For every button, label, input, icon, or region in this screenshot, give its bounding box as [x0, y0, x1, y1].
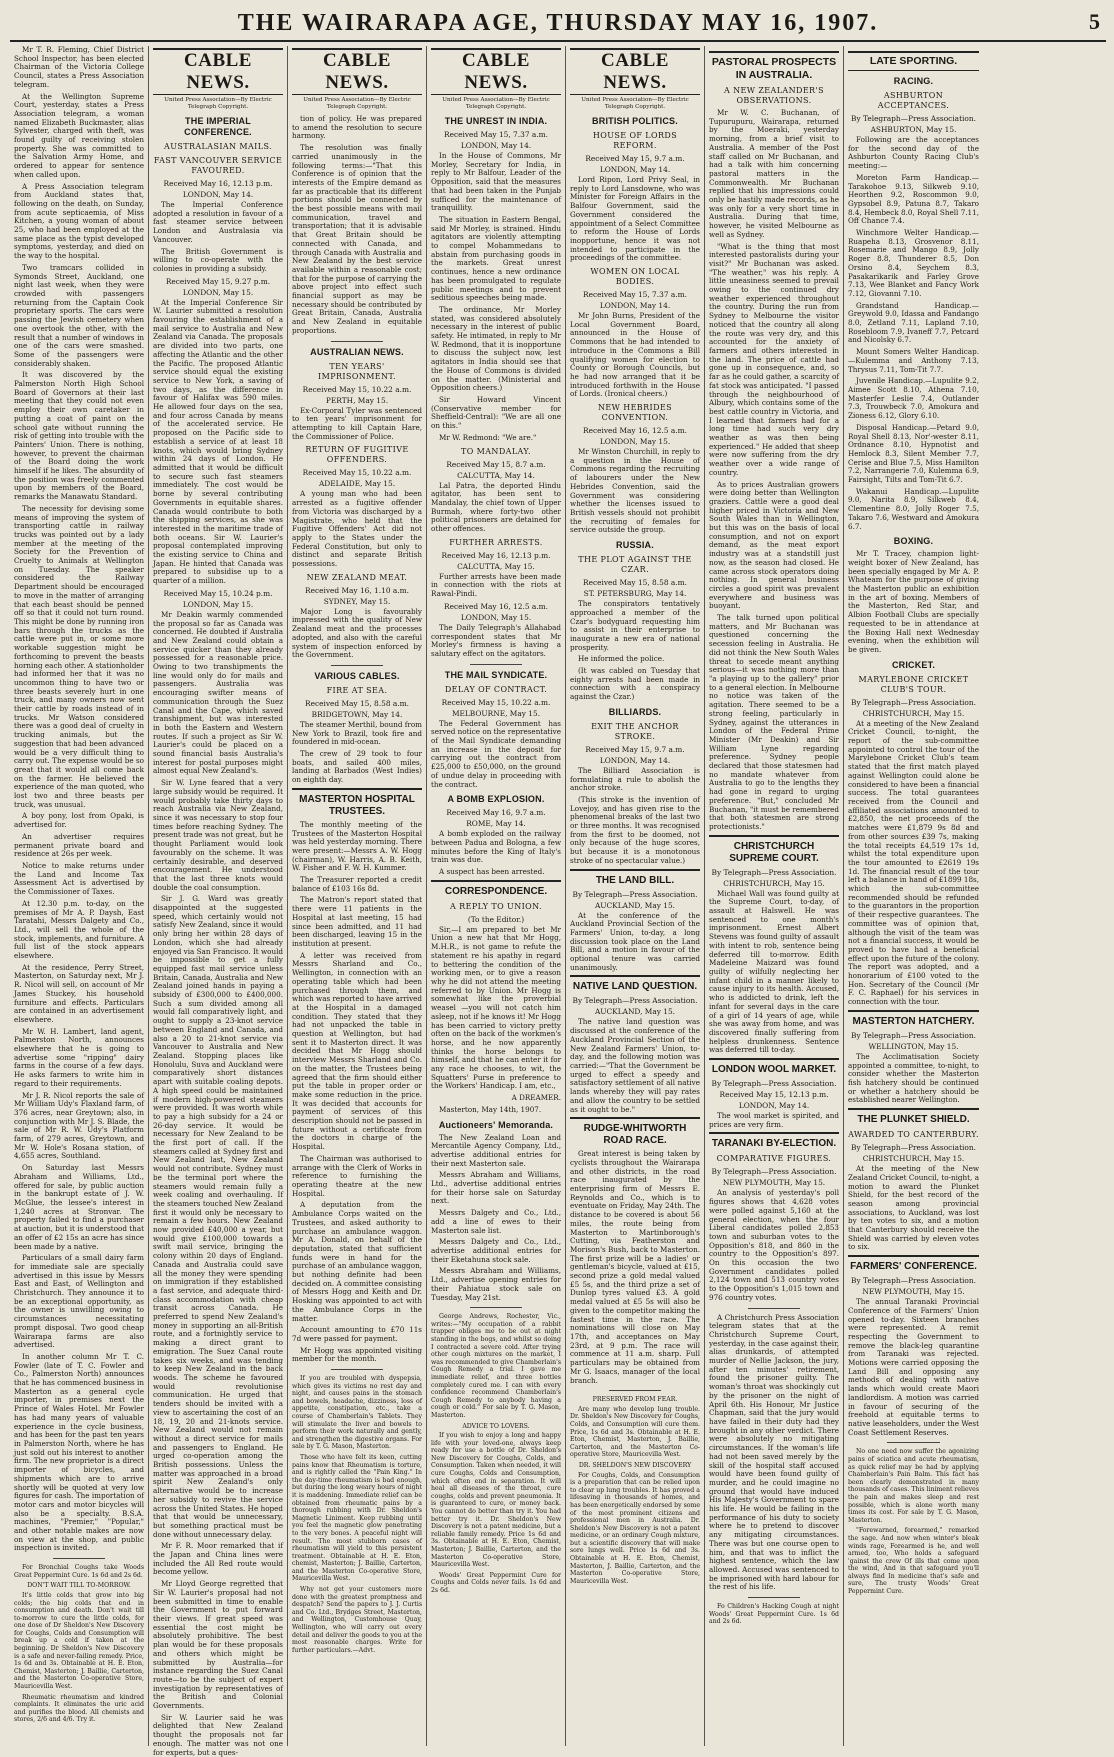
subheading: FAST VANCOUVER SERVICE FAVOURED. — [153, 156, 283, 175]
divider — [748, 1597, 800, 1598]
byline: By Telegraph—Press Association. — [851, 1143, 976, 1153]
paragraph: Lal Patra, the deported Hindu agitator, has been sent to Mandalay, the chief town of Upper Burmah, where forty-two other political prisoners are detained for other offences. — [431, 480, 561, 534]
dateline: AUCKLAND, May 15. — [594, 900, 676, 910]
advertisement: No one need now suffer the agonizing pains of sciatica and acute rheumatism, as quick relief may be had by applying Chamberlain's Pain Balm. This fact has been clearly demonstrated in many thousands of cases. This liniment relieves the pain and makes sleep and rest possible, which is alone worth many times its cost. For sale by T. G. Mason, Masterton. — [848, 1448, 979, 1524]
paragraph: Mr Deakin warmly commended the proposal so far as Canada was concerned. He doubted if Australia and New Zealand could obtain a service quicker than they already possessed for a reasonable price. Owing to two transhipments the line would only do for mails and passengers. Australia was encouraging swifter means of communication through the Suez Canal and the Cape, which saved transhipment, but was interested in both the Eastern and Western routes. If such a project as Sir W. Laurier's could be placed on a sound financial basis Australia's interest for postal purposes might almost equal New Zealand's. — [153, 609, 283, 776]
paragraph: At the Wellington Supreme Court, yesterday, states a Press Association telegram, a woman named Elizabeth Buckmaster, alias Sylvester, charged with theft, was found guilty of receiving stolen property. She was committed to the Salvation Army Home, and ordered to appear for sentence when called upon. — [14, 91, 144, 179]
headline: CORRESPONDENCE. — [431, 880, 561, 898]
divider — [470, 664, 522, 665]
advertisement: "Forewarned, forearmed," remarked the sage. And now when winter's bleak winds rage, Forearmed is he, and well armed, too, Who holds a safeguard 'gainst the crew Of ills that come upon the wind, And in that safeguard you'll always find In medicine that's safe and sure, The trusty Woods' Great Peppermint Cure. — [848, 1527, 979, 1596]
paragraph: Mr W. C. Buchanan, of Tupurupuru, Wairarapa, returned by the Moeraki, yesterday morning, from a brief visit to Australia. A member of the Post staff called on Mr Buchanan, and had a talk with him concerning pastoral matters in the Commonwealth. Mr Buchanan replied that his impressions could only be hastily made records, as he was only for a very short time in Australia. During that time, however, he visited Melbourne as well as Sydney. — [709, 108, 839, 239]
byline: By Telegraph—Press Association. — [572, 889, 698, 899]
headline: BOXING. — [893, 536, 934, 547]
paragraph: Messrs Abraham and Williams, Ltd., advertise additional entries for their horse sale on Saturday next. — [431, 1170, 561, 1206]
paragraph: Great interest is being taken by cyclists throughout the Wairarapa and other districts, in the road race inaugurated by the enterprising firm of Messrs E. Reynolds and Co., which is to eventuate on Friday, May 24th. The distance to be covered is about 56 miles, the route being from Masterton to Martinborough's Cutting, via Featherston and Morison's Bush, back to Masterton. The first prize will be a ladies' or gentleman's bicycle, valued at £15, second prize a gold medal valued £5 5s, and the third prize a set of Dunlop tyres valued £3. A gold medal valued at £5 5s will also be given to the competitor making the fastest time in the race. The nominations will close on May 17th, and acceptances on May 23rd, at 9 p.m. The race will commence at 11 a.m. sharp. Full particulars may be obtained from Mr G. Isaacs, manager of the local branch. — [570, 1149, 700, 1385]
dateline: MELBOURNE, May 15. — [451, 708, 541, 718]
paragraph: The ordinance, Mr Morley stated, was considered absolutely necessary in the interest of public safety. He intimated, in reply to Mr W. Redmond, that it is inopportune to discuss the subject now, lest agitators in India should see that the House of Commons is divided on the matter. (Ministerial and Opposition cheers.) — [431, 304, 561, 393]
paragraph: Sir J. G. Ward was greatly disappointed at the suggested speed, which certainly would not satisfy New Zealand, since it would only bring her within 28 days of London, which she had already enjoyed via San Francisco. It would be impossible to get a fully equipped fast mail service unless Britain, Canada, Australia and New Zealand joined hands in paying a subsidy of £300,000 to £400,000. Such a sum divided among all would fall comparatively light, and ought to supply a 23-knot service between England and Canada, and also a 20 to 21-knot service via Vancouver to Australia and New Zealand. Stopping places like Honolulu, Suva and Auckland were comparatively short distances apart with suitable coaling depots. A high speed could be maintained if modern high-powered steamers were provided. It was worth while to pay a high subsidy for a 24 or 26-day service. It would be necessary for New Zealand to be the first port of call. If the steamers called at Sydney first and New Zealand last, New Zealand would not contribute. Sydney must be the terminal port where the steamers would remain fully a week coaling and overhauling. If the steamers touched New Zealand first it would only be necessary to remain a few hours. New Zealand now provided £40,000 a year, but would give £100,000 towards a swift mail service, bringing the colony within 20 days of England. Canada and Australia could save all the money they were spending on immigration if they established a fast service, and adequate third-class accommodation with cheap transit across Canada. He preferred to spend New Zealand's money in supporting an all-British route, and a fortnightly service to making a direct grant to emigration. The Suez Canal route takes six weeks, and was tending to keep New Zealand in the back woods. The scheme he favoured would revolutionise communication. He urged that tenders should be invited with a view to ascertaining the cost of an 18, 19, 20 and 21-knots service. New Zealand would not remain without a direct service for mails and passengers to England. He urged co-operation among the British possessions. Unless the matter was approached in a broad spirit New Zealand's only alternative would be to increase her subsidy to revive the service across the United States. He hoped that that would be unnecessary, but something practical must be done without unnecessary delay. — [153, 894, 283, 1539]
dateline: LONDON, May 15. — [182, 599, 254, 609]
paragraph: Mr W. H. Lambert, land agent, Palmerston North, announces elsewhere that he is going to advertise some "ripping" dairy farms in the course of a few days. He asks farmers to write him in regard to their requirements. — [14, 1026, 144, 1088]
paragraph: Notice to make returns under the Land and Income Tax Assessment Act is advertised by the Commissioner of Taxes. — [14, 860, 144, 897]
masthead — [10, 6, 1106, 42]
column-6 — [705, 46, 844, 1746]
dateline: LONDON, May 15. — [460, 612, 532, 622]
paragraph: Grandstand Handicap.—Greywold 9.0, Idassa and Fandango 8.0, Zetland 7.11, Lapland 7.10, Rosebloom 7.9, Ivaneff 7.7, Petcard and Nicolsky 6.7. — [848, 300, 979, 345]
dateline: ADELAIDE, May 15. — [318, 479, 396, 489]
subheading: HOUSE OF LORDS REFORM. — [592, 131, 678, 150]
headline: CHRISTCHURCH SUPREME COURT. — [709, 835, 839, 865]
paragraph: Mr T. R. Fleming, Chief District School Inspector, has been elected Chairman of the Victoria College Council, states a Press Association telegram. — [14, 45, 144, 89]
paragraph: The Imperial Conference adopted a resolution in favour of a fast steamer service between London and Australasia via Vancouver. — [153, 200, 283, 244]
headline: THE MAIL SYNDICATE. — [444, 669, 548, 680]
columns — [10, 45, 1106, 1757]
dateline: LONDON, May 14. — [182, 190, 254, 199]
paragraph: Messrs Dalgety and Co., Ltd., advertise additional entries for their Eketahuna stock sale. — [431, 1237, 561, 1264]
received-line: Received May 16, 1.10 a.m. — [305, 585, 409, 595]
advertisement: For Coughs, Colds, and Consumption is a preparation that can be relied upon to clear up lung troubles. It has proved a lifesaving in thousands of homes, and has been energetically endorsed by some of the most prominent citizens and professional men in Australia. Dr. Sheldon's New Discovery is not a patent medicine, or an ordinary Cough mixture, but a scientific discovery that will make sore lungs well. Price 1s 6d and 3s. Obtainable at H. E. Eton, Chemist, Masterton, J. Baillie, Carterton, and the Masterton Co-operative Store, Mauricevilla West. — [570, 1471, 700, 1585]
dateline: BRIDGETOWN, May 14. — [311, 709, 403, 719]
paragraph: The native land question was discussed at the conference of the Auckland Provincial Section of the New Zealand Farmers' Union, to-day, and the following motion was carried:—"That the Government be urged to effect a speedy and satisfactory settlement of all native lands whereby they will pay rates and allow the country to be settled as it ought to be." — [570, 1017, 700, 1114]
byline: By Telegraph—Press Association. — [711, 867, 837, 877]
section-banner: LATE SPORTING. — [848, 51, 979, 71]
received-line: Received May 15, 9.7 a.m. — [585, 154, 685, 163]
advertisement: Fo Children's Hacking Cough at night Woods' Great Peppermint Cure. 1s 6d and 2s 6d. — [709, 1603, 839, 1626]
dateline: AUCKLAND, May 15. — [594, 1007, 676, 1017]
subheading: WOMEN ON LOCAL BODIES. — [590, 267, 680, 287]
advertisement: Rheumatic rheumatism and kindred complaints. It eliminates the uric acid and purifies the blood. All chemists and stores, 2/6 and 4/6. Try it. — [14, 1693, 144, 1724]
paragraph: It was discovered by the Palmerston North High School Board of Governors at their last meeting that they could not even employ their own caretaker in putting a coat of paint on the school gate without running the risk of getting into trouble with the Painters' Union. There is nothing, however, to prevent the chairman of the Board doing the work himself if he likes. The absurdity of the position was freely commented upon by members of the Board, remarks the Manawatu Standard. — [14, 370, 144, 502]
signature: A DREAMER. — [511, 1093, 561, 1103]
subheading: EXIT THE ANCHOR STROKE. — [591, 721, 679, 741]
paragraph: The Chairman was authorised to arrange with the Clerk of Works in reference to furnishing the operating theatre at the new Hospital. — [292, 1153, 422, 1198]
paragraph: The Daily Telegraph's Allahabad correspondent states that Mr Morley's firmness is having a salutary effect on the agitators. — [431, 622, 561, 658]
paragraph: Mr John Burns, President of the Local Government Board, announced in the House of Commons that he had intended to introduce in the Commons a Bill qualifying women for election to County or Borough Councils, but he had now arranged that it be introduced forthwith in the House of Lords. (Ironical cheers.) — [570, 311, 700, 399]
subheading: A REPLY TO UNION. — [450, 901, 542, 911]
received-line: Received May 15, 9.7 a.m. — [585, 744, 685, 754]
subheading: THE PLOT AGAINST THE CZAR. — [578, 555, 692, 575]
paragraph: The situation in Eastern Bengal, said Mr Morley, is strained. Hindu agitators are violently attempting to compel Mohammedans to abstain from purchasing goods in the markets. Great unrest continues, hence a new ordinance has been promulgated to regulate public meetings and to prevent seditious speeches being made. — [431, 214, 561, 303]
paragraph: Sir W. Lyne feared that a very large subsidy would be required. It would probably take thirty days to reach Australia via New Zealand, since it was necessary to stop four times before reaching Sydney. The present trade was not great, but he thought Parliament would look favourably on the scheme. It was certainly desirable, and deserved encouragement. He understood that the last three knots would double the coal consumption. — [153, 778, 283, 892]
wire-credit: United Press Association—By Electric Telegraph Copyright. — [164, 97, 272, 110]
paragraph: As to prices Australian growers were doing better than Wellington graziers. Cattle were a good deal higher priced in Victoria and New South Wales than in Wellington, but this was on the basis of local consumption, and not on export demand, as the meat export industry was at a standstill just now, as the season had closed. He came across stock operators doing nothing. In general business circles a good spirit was prevalent everywhere and business was buoyant. — [709, 479, 839, 611]
received-line: Received May 15, 10.22 a.m. — [441, 697, 551, 707]
subheading: RETURN OF FUGITIVE OFFENDERS. — [305, 445, 409, 465]
paragraph: The Matron's report stated that there were 11 patients in the Hospital at last meeting, 15 had since been admitted, and 11 had been discharged, leaving 15 in the institution at present. — [292, 895, 422, 948]
paragraph: A letter was received from Messrs Sharland and Co., Wellington, in connection with an operating table which had been purchased through them, and which was reported to have arrived at the Hospital in a damaged condition. They stated that they had not unpacked the table in question at Wellington, but had sent it to Masterton direct. It was decided that Mr Hogg should interview Messrs Sharland and Co. on the matter, the Trustees being agreed that the firm should either put the table in proper order or make some reduction in the price. It was decided that accounts for payment of services of this description should not be passed in future without a certificate from the doctors in charge of the Hospital. — [292, 950, 422, 1152]
column-1 — [10, 46, 149, 1746]
subheading: NEW ZEALAND MEAT. — [306, 572, 408, 582]
paragraph: Mr T. Tracey, champion light-weight boxer of New Zealand, has been specially engaged by Mr A. P. Whateam for the purpose of giving the Masterton public an exhibition in the art of boxing. Members of the Masterton, Red Star, and Albion Football Clubs are specially requested to be in attendance at the Boxing Hall next Wednesday evening, when the exhibition will be given. — [848, 549, 979, 654]
headline: PASTORAL PROSPECTS IN AUSTRALIA. — [709, 51, 839, 82]
paragraph: A Christchurch Press Association telegram states that at the Christchurch Supreme Court, yesterday, in the case against their, alias drunkards, of attempted murder of Nellie Jackson, the jury, after ten minutes' retirement, found the prisoner guilty. The woman's throat was shockingly cut by the prisoner on the night of April 6th. His Honour, Mr Justice Chapman, said that the jury would have failed in their duty had they brought in any other verdict. There were absolutely no mitigating circumstances. If the woman's life had not been saved merely by the skill of the hospital staff accused would have been found guilty of murder, and he could imagine no ground that would have induced His Majesty's Government to spare his life. He would be failing in the performance of his duty to society where he to pretend to discover any mitigating circumstances. There was but one course open to him, and that was to inflict the highest sentence, which the law allowed. Accused was sentenced to be imprisoned with hard labour for the rest of his life. — [709, 1312, 839, 1592]
paragraph: Mr J. R. Nicol reports the sale of Mr William Udy's Flaxland farm, of 376 acres, near Greytown; also, in conjunction with Mr J. S. Blade, the sale of Mr R. W. Udy's Platform farm, of 279 acres, Greytown, and Mr W. Hole's Rosana station, of 4,655 acres, Southland. — [14, 1090, 144, 1161]
subheading: AWARDED TO CANTERBURY. — [848, 1130, 979, 1140]
paragraph: The resolution was finally carried unanimously in the following terms:—"That this Conference is of opinion that the interests of the Empire demand as far as practicable that its different portions should be connected by the best possible means with mail communication, travel and transportation; that it is advisable that Great Britain should be connected with Canada, and through Canada with Australia and New Zealand by the best service available within a reasonable cost; that for the purpose of carrying the above project into effect such financial support as may be necessary should be contributed by Great Britain, Canada, Australia and New Zealand in equitable proportions. — [292, 143, 422, 335]
paragraph: A suspect has been arrested. — [439, 867, 545, 877]
divider — [609, 1390, 661, 1391]
paragraph: At the Imperial Conference Sir W. Laurier submitted a resolution favouring the establishment of a mail service to Australia and New Zealand via Canada. The proposals are divided into two parts, one affecting the Atlantic and the other the Pacific. The proposed Atlantic service should equal the existing service to New York, a saving of two days, as the difference in favour of Halifax was 590 miles. He allowed four days on the sea, and four across Canada by means of the accelerated service. He proposed on the Pacific side to establish a service of at least 18 knots, which would bring Sydney within 24 days of London. He admitted that it would be difficult to secure such fast steamers immediately. The cost would be borne by several contributing Governments in equitable shares. Canada would contribute to both the shipping services, as she was interested in the maritime trade of both oceans. Sir W. Laurier's proposal contemplated improving the existing service to China and Japan. He hinted that Canada was prepared to subsidise up to a quarter of a million. — [153, 297, 283, 586]
dateline: LONDON, May 14. — [738, 1101, 810, 1111]
paragraph: The talk turned upon political matters, and Mr Buchanan was questioned concerning the secession feeling in Australia. He did not think the New South Wales threat to secede meant anything serious—it was nothing more than "a playing up to the gallery" prior to a general election. In Melbourne no notice was taken of the agitation. There seemed to be a strong feeling, particularly in Sydney, against the utterances in London of the Federal Prime Minister (Mr Deakin) and Sir William Lyne regarding preference. Sydney people declared that those statesmen had no mandate whatever from Australia to go to the lengths they had gone in regard to urging preference. "But," concluded Mr Buchanan, "it must be remembered that both statesmen are strong protectionists." — [709, 613, 839, 831]
paragraph: Mr F. R. Moor remarked that if the Japan and China lines were included the All Red route would become yellow. — [153, 1541, 283, 1577]
dateline: WELLINGTON, May 15. — [868, 1041, 959, 1051]
advertisement: Those who have felt its keen, cutting pains know that Rheumatism is torture, and is rightly called the "Pain King." In the day-time rheumatism is bad enough, but during the long weary hours of night it is maddening. Immediate relief can be obtained from rheumatic pains by a thorough rubbing with Dr. Sheldon's Magnetic Liniment. Keep rubbing until you feel the magnetic glow penetrating to the very bones. A peaceful night will result. The most stubborn cases of rheumatism will yield to this persistent treatment. Obtainable at H. E. Eton, chemist, Masterton; J. Baillie, Carterton, and the Masterton Co-operative Store, Mauricevilla West. — [292, 1453, 422, 1583]
paragraph: The necessity for devising some means of improving the system of transporting cattle in railway trucks was pointed out by a lady member at the meeting of the Society for the Prevention of Cruelty to Animals at Wellington on Tuesday. The speaker considered the Railway Department should be encouraged to move in the matter of arranging that each beast should be penned off so that it could not turn round. This might be done by running iron bars through the trucks as the cattle were put in, or some more workable suggestion might be forthcoming to prevent the beasts horning each other. A stationholder had informed her that it was no uncommon thing to have two or three beasts severely hurt in one truck, and many owners now sent their cattle by roads instead of in trucks. Mr Watson considered there was a good deal of cruelty in trucking animals, but the suggestion that had been advanced would be a very difficult thing to carry out. The expense would be so great that it would all come back on the farmer. He believed the experience of the man quoted, who lost two and three beasts per truck, was unusual. — [14, 503, 144, 809]
paragraph: Two tramcars collided in Symonds Street, Auckland, one night last week, when they were crowded with passengers returning from the Captain Cook proprietary sports. The cars were passing the Jewish cemetery when one overtook the other, with the result that a number of windows in one of the cars were smashed. Some of the passengers were considerably shaken. — [14, 262, 144, 368]
paragraph: A young man who had been arrested as a fugitive offender from Victoria was discharged by a Magistrate, who held that the Fugitive Offenders' Act did not apply to the States under the Federal Constitution, but only to distinct and separate British possessions. — [292, 489, 422, 569]
paragraph: Mr Lloyd George regretted that Sir W. Laurier's proposal had not been submitted in time to enable the Government to put forward their views. If great speed was essential the cost might be absolutely prohibitive. The best plan would be for these proposals and others which might be submitted by Australia—for instance regarding the Suez Canal route—to be the subject of expert investigation by representatives of the British and Colonial Governments. — [153, 1579, 283, 1711]
paragraph: Messrs Dalgety and Co., Ltd., add a line of ewes to their Masterton sale list. — [431, 1208, 561, 1235]
subheading: A NEW ZEALANDER'S OBSERVATIONS. — [724, 86, 824, 105]
wire-credit: United Press Association—By Electric Telegraph Copyright. — [581, 97, 689, 110]
received-line: Received May 16, 12.13 p.m. — [163, 179, 273, 188]
paragraph: The Acclimatisation Society appointed a committee, to-night, to consider whether the Masterton fish hatchery should be continued or whether a hatchery should be established nearer Wellington. — [848, 1051, 979, 1105]
headline: VARIOUS CABLES. — [314, 670, 400, 681]
headline: BILLIARDS. — [608, 706, 662, 717]
masthead-title: THE WAIRARAPA AGE, THURSDAY MAY 16, 1907. — [237, 10, 879, 36]
paragraph: Sir Howard Vincent (Conservative member for Sheffield-Central): "We are all one on this." — [431, 394, 561, 431]
headline: CRICKET. — [891, 659, 936, 670]
divider — [748, 1308, 800, 1309]
divider — [470, 1307, 522, 1308]
headline: RUSSIA. — [616, 540, 654, 551]
advertisement: Are many who develop lung trouble. Dr. Sheldon's New Discovery for Coughs, Colds, and Consumption will cure them. Price, 1s 6d and 3s. Obtainable at H. E. Eton, Chemist, Masterton, J. Baillie, Carterton, and the Masterton Co-operative Store, Mauricevilla West. — [570, 1405, 700, 1459]
dateline: LONDON, May 14. — [599, 165, 671, 174]
dateline: CHRISTCHURCH, May 15. — [862, 708, 965, 718]
dateline: LONDON, May 15. — [599, 437, 671, 447]
paragraph: "What is the thing that most interested pastoralists during your visit?" Mr Buchanan was asked. "The weather," was his reply. A little uneasiness seemed to prevail owing to the continued dry weather experienced throughout the country. During the run from Sydney to Melbourne the visitor noticed that the country all along the route was very dry, and this accounted for the anxiety of farmers and others interested in the land. The price of cattle had gone up in consequence, and, so far as he could gather, a scarcity of fat stock was anticipated. "I passed through the neighbourhood of Albury, which contains some of the best cattle country in Victoria, and I learned that farmers had for a long time had such very dry weather as was then being experienced." He added that sheep were now suffering from the dry weather over a wide range of country. — [709, 241, 839, 477]
column-5 — [566, 46, 705, 1746]
received-line: Received May 15, 8.58 a.m. — [583, 578, 687, 588]
paragraph: A Press Association telegram from Auckland states that, following on the death, on Sunday, from acute septicaemia, of Miss Kitchen, a young woman of about 25, who had been employed at the same place as the typist developed symptoms, yesterday, and died on the way to the hospital. — [14, 181, 144, 261]
paragraph: Juvenile Handicap.—Lupulite 9.2, Aimee Scott 8.10, Athena 7.10, Masterfer Leslie 7.4, Outlander 7.3, Trouwbeck 7.0, Amokura and Zioness 6.12, Glory 6.10. — [848, 376, 979, 421]
paragraph: Disposal Handicap.—Petard 9.0, Royal Shell 8.13, Nor'-wester 8.11, Ordnance 8.10, Hypnotist and Hemlock 8.3, Silent Member 7.7, Cerise and Blue 7.5, Miss Hamilton 7.2, Narrangerie 7.0, Kulemma 6.9, Fairsight, Tilts and Tom-Tit 6.7. — [848, 422, 979, 485]
divider — [53, 1558, 105, 1559]
paragraph: Mr Winston Churchill, in reply to a question in the House of Commons regarding the recruiting of labourers under the New Hebrides Convention, said the Government was considering whether the licenses issued to British vessels should not prohibit the recruiting of females for service outside the group. — [570, 447, 700, 535]
editor-note: (To the Editor.) — [467, 914, 525, 924]
paragraph: Sir W. Laurier said he was delighted that New Zealand thought the proposals not far enough. The matter was not one for experts, but a ques- — [153, 1712, 283, 1757]
headline: THE PLUNKET SHIELD. — [848, 1108, 979, 1126]
received-line: Received May 16, 12.13 p.m. — [441, 550, 551, 560]
paragraph: Mount Somers Welter Handicap.—Kulemma and Anthony 7.13, Thrysus 7.11, Tom-Tit 7.7. — [848, 347, 979, 374]
ad-heading: PRESERVED FROM FEAR. — [592, 1396, 678, 1404]
column-2 — [149, 46, 288, 1757]
received-line: Received May 15, 10.24 p.m. — [163, 588, 273, 598]
received-line: Received May 15, 12.13 p.m. — [719, 1090, 829, 1100]
section-banner: CABLE NEWS. — [292, 48, 422, 95]
paragraph: Ex-Corporal Tyler was sentenced to ten years' imprisonment for attempting to kill Captain Hare, the Commissioner of Police. — [292, 405, 422, 441]
paragraph: tion of policy. He was prepared to amend the resolution to secure harmony. — [292, 114, 422, 141]
headline: LONDON WOOL MARKET. — [709, 1058, 839, 1076]
wire-credit: United Press Association—By Electric Telegraph Copyright. — [442, 97, 550, 110]
headline: Auctioneers' Memoranda. — [438, 1119, 554, 1130]
paragraph: A bomb exploded on the railway between Padua and Bologna, a few minutes before the King of Italy's train was due. — [431, 829, 561, 865]
subheading: ASHBURTON ACCEPTANCES. — [877, 91, 950, 110]
received-line: Received May 15, 7.37 a.m. — [444, 130, 548, 139]
dateline: PERTH, May 15. — [325, 395, 389, 405]
divider — [331, 1369, 383, 1370]
paragraph: The conspirators tentatively approached a member of the Czar's bodyguard requesting him to assist in their enterprise to inaugurate a new era of national prosperity. — [570, 599, 700, 652]
column-7 — [844, 46, 983, 1746]
paragraph: An advertiser requires permanent private board and residence at 26s per week. — [14, 831, 144, 859]
paragraph: The Treasurer reported a credit balance of £103 16s 8d. — [292, 875, 422, 893]
advertisement: If you wish to enjoy a long and happy life with your loved-one, always keep ready for use a bottle of Dr. Sheldon's New Discovery for Coughs, Colds, and Consumption. Taken when needed, it will cure Coughs, Colds and Consumption, which often end in separation. It will heal all diseases of the throat, cure coughs, colds and prevent pneumonia. It is guaranteed to cure, or money back. You cannot do better than try it. You had better try it. Dr. Sheldon's New Discovery is not a patent medicine, but a reliable family remedy. Price 1s 6d and 3s. Obtainable at H. E. Eton, Chemist, Masterton; J. Baillie, Carterton, and the Masterton Co-operative Store, Mauricevilla West. — [431, 1432, 561, 1569]
received-line: Received May 15, 7.37 a.m. — [583, 290, 687, 300]
subheading: COMPARATIVE FIGURES. — [716, 1154, 832, 1164]
dateline: CHRISTCHURCH, May 15. — [862, 1154, 965, 1164]
dateline: LONDON, May 14. — [599, 755, 671, 765]
received-line: Received May 15, 8.7 a.m. — [446, 459, 546, 469]
ad-heading: ADVICE TO LOVERS. — [462, 1422, 530, 1430]
ad-heading: DR. SHELDON'S NEW DISCOVERY — [578, 1461, 692, 1469]
dateline: LONDON, May 14. — [460, 141, 532, 150]
paragraph: In the House of Commons, Mr Morley, Secretary for India, in reply to Mr Balfour, Leader of the Opposition, said that the measures that had been taken in the Punjab sufficed for the maintenance of tranquillity. — [431, 151, 561, 213]
subheading: DELAY OF CONTRACT. — [444, 684, 548, 694]
byline: By Telegraph—Press Association. — [851, 697, 976, 707]
received-line: Received May 16, 12.5 a.m. — [583, 426, 687, 436]
subheading: AUSTRALASIAN MAILS. — [164, 142, 272, 151]
paragraph: A boy pony, lost from Opaki, is advertised for. — [14, 811, 144, 830]
paragraph: At the meeting of the New Zealand Cricket Council, to-night, a motion to award the Plunket Shield, for the best record of the season among provincial associations, to Auckland, was lost by ten votes to six, and a motion that Canterbury should receive the Shield was carried by eleven votes to six. — [848, 1164, 979, 1252]
paragraph: At a meeting of the New Zealand Cricket Council, to-night, the report of the sub-committee appointed to control the tour of the Marylebone Cricket Club's team stated that the first match played against Wellington could alone be considered to have been a financial success. The total guarantees received from the Council and affiliated associations amounted to £2,850, the net proceeds of the matches were £1,879 9s 8d and from other sources £39 7s, making the total receipts £4,519 17s 1d, whilst the total expenditure upon the tour amounted to £2619 19s 1d. The financial result of the tour left a balance in hand of £1899 18s, which the sub-committee recommended should be refunded to the guarantors in the proportion of their respective guarantees. The committee was of opinion that, although the visit of the team was not a financial success, it would be proved to have had a beneficial effect upon the future of the colony. The report was adopted, and a honorarium of £100 voted to the Hon. Secretary of the Council (Mr F. C. Raphael) for his services in connection with the tour. — [848, 718, 979, 1007]
paragraph: Following are the acceptances for the second day of the Ashburton County Racing Club's meeting:— — [848, 135, 979, 171]
paragraph: Wakanui Handicap.—Lupulite 9.0, Narita 8.9, Silkweb 8.4, Clementine 8.0, Jolly Roger 7.5, Takaro 7.6, Westward and Amokura 6.7. — [848, 486, 979, 531]
paragraph: The monthly meeting of the Trustees of the Masterton Hospital was held yesterday morning. There were present:—Messrs A. W. Hogg (chairman), W. Harris, A. B. Keith, W. Fisher and F. W. H. Kummer. — [292, 819, 422, 873]
received-line: Received May 16, 12.5 a.m. — [444, 601, 548, 611]
headline: THE LAND BILL. — [570, 869, 700, 887]
headline: THE UNREST IN INDIA. — [444, 116, 548, 126]
dateline: NEW PLYMOUTH, May 15. — [862, 1287, 965, 1297]
advertisement: If you are troubled with dyspepsia, which gives its victims no rest day and night, and causes pains in the stomach and bowels, headache, dizziness, loss of appetite, constipation, etc., take a course of Chamberlain's Tablets. They will stimulate the liver and bowels to perform their work naturally and gently, and strengthen the digestive organs. For sale by T. G. Mason, Masterton. — [292, 1375, 422, 1451]
advertisement: For Bronchial Coughs take Woods Great Peppermint Cure. 1s 6d and 2s 6d. — [14, 1564, 144, 1579]
paragraph: The wool market is spirited, and prices are very firm. — [709, 1111, 839, 1129]
advertisement: Why not get your customers more done with the greatest promptness and despatch? Send the papers to J. J. Curtis and Co. Ltd., Brydges Street, Masterton, and Wellington, Customhouse Quay, Wellington, who will carry out every detail and deliver the goods to you at the most reasonable charges. Write for further particulars.—Advt. — [292, 1586, 422, 1654]
paragraph: Further arrests have been made in connection with the riots at Rawal-Pindi. — [431, 571, 561, 599]
paragraph: A deputation from the Ambulance Corps waited on the Trustees, and asked authority to purchase an ambulance waggon. Mr A. Donald, on behalf of the deputation, stated that sufficient funds were in hand for the purchase of an ambulance waggon, but nothing definite had been decided on. A committee consisting of Messrs Hogg and Keith and Dr. Hosking was appointed to act with the Ambulance Corps in the matter. — [292, 1200, 422, 1323]
advertisement: Woods' Great Peppermint Cure for Coughs and Colds never fails. 1s 6d and 2s 6d. — [431, 1571, 561, 1594]
column-3 — [288, 46, 427, 1746]
advertisement: It's little colds that grow into big colds; the big colds that end in consumption and death. Don't wait till to-morrow to cure the little colds, for one dose of Dr Sheldon's New Discovery for Coughs, Colds and Consumption will break up a cold if taken at the beginning. Dr Sheldon's New Discovery is a safe and never-failing remedy. Price, 1s 6d and 3s. Obtainable at H. E. Eton, Chemist, Masterton; J. Baillie, Carterton, and the Masterton Co-operative Store, Mauricevilla West. — [14, 1591, 144, 1691]
paragraph: On Saturday last Messrs Abraham and Williams, Ltd., offered for sale, by public auction in the bankrupt estate of J. W. McGlue, the lessee's interest in 1,240 acres at Stronvar. The property failed to find a purchaser at auction, but it is understood that an offer of £2 15s an acre has since been made by a native. — [14, 1163, 144, 1251]
received-line: Received May 15, 8.58 a.m. — [305, 698, 409, 708]
byline: By Telegraph—Press Association. — [851, 1276, 976, 1286]
paragraph: Moreton Farm Handicap.—Tarakohoe 9.13, Silkweb 9.10, Heorthen 9.2, Roscommon 9.0, Gypsobel 8.9, Patuna 8.7, Takaro 8.4, Hembeck 8.0, Royal Shell 7.11, Off Chance 7.4. — [848, 172, 979, 226]
paragraph: (This stroke is the invention of Lovejoy, and has given rise to the phenomenal breaks of the last two or three months. It was recognised from the first to be doomed, not only because of the huge scores, but because it is a monotonous stroke of no spectacular value.) — [570, 794, 700, 865]
byline: By Telegraph—Press Association. — [851, 1030, 976, 1040]
paragraph: At the residence, Perry Street, Masterton, on Saturday next, Mr J. R. Nicol will sell, on account of Mr James Stuckey, his household furniture and effects. Particulars are contained in an advertisement elsewhere. — [14, 962, 144, 1024]
advertisement: George Andrews, Rochester, Vic., writes:—"My occupation of a rabbit trapper obliges me to be out at night standing in the bogs, and whilst so doing I contracted a severe cold. After trying other cough mixtures on the market, I was recommended to give Chamberlain's Cough Remedy a trial. I gave me immediate relief, and three bottles completely cured me. I can with every confidence recommend Chamberlain's Cough Remedy to anybody having a cough or cold." For sale by T. G. Mason, Masterton. — [431, 1313, 561, 1419]
subheading: TO MANDALAY. — [461, 446, 531, 456]
subheading: FURTHER ARRESTS. — [449, 537, 543, 547]
paragraph: Mr W. Redmond: "We are." — [439, 432, 537, 442]
ad-heading: DON'T WAIT TILL TO-MORROW. — [27, 1582, 131, 1590]
paragraph: Messrs Abraham and Williams, Ltd., advertise opening entries for their Pahiatua stock sale on Tuesday, May 21st. — [431, 1266, 561, 1302]
paragraph: The steamer Merthil, bound from New York to Brazil, took fire and foundered in mid-ocean. — [292, 719, 422, 747]
paragraph: At the conference of the Auckland Provincial Section of the Farmers' Union, to-day, a long discussion took place on the Land Bill, and a motion in favour of the optional tenure was carried unanimously. — [570, 910, 700, 972]
subheading: NEW HEBRIDES CONVENTION. — [597, 403, 673, 423]
column-4 — [427, 46, 566, 1746]
headline: BRITISH POLITICS. — [592, 116, 678, 126]
paragraph: In another column Mr T. C. Fowler (late of T. C. Fowler and Co., Palmerston North) announces that he has commenced business in Masterton as a general cycle importer, in premises next the Prince of Wales Hotel. Mr Fowler has had many years of valuable experience in the cycle business, and has been for the past ten years in Palmerston North, where he has just sold out his interest to another firm. The new proprietor is a direct importer of bicycles, and shipments which are to arrive shortly will be quoted at very low figures for cash. The importation of motor cars and motor bicycles will also be a specialty. B.S.A. machines, "Premier," "Popular," and other notable makes are now on view at the shop, and public inspection is invited. — [14, 1351, 144, 1553]
paragraph: Masterton, May 14th, 1907. — [439, 1104, 542, 1114]
page-number: 5 — [1089, 9, 1100, 34]
dateline: CALCUTTA, May 15. — [457, 561, 535, 571]
received-line: Received May 16, 9.7 a.m. — [446, 808, 546, 818]
headline: NATIVE LAND QUESTION. — [570, 975, 700, 993]
headline: FARMERS' CONFERENCE. — [848, 1255, 979, 1273]
paragraph: Lord Ripon, Lord Privy Seal, in reply to Lord Lansdowne, who was Minister for Foreign Affairs in the Balfour Government, said the Government considered the appointment of a Select Committee to reform the House of Lords inopportune, hence it was not intended to participate in the proceedings of the committee. — [570, 175, 700, 263]
headline: THE IMPERIAL CONFERENCE. — [184, 116, 252, 137]
byline: By Telegraph—Press Association. — [711, 1079, 837, 1089]
byline: By Telegraph—Press Association. — [711, 1167, 837, 1177]
paragraph: Sir,—I am prepared to bet Mr Union a new hat that Mr Hogg, M.H.R., is not game to refute the statement re his apathy in regard to bettering the condition of the working men, or to give a reason why he did not attend the meeting referred to by Union. Mr Hogg is somewhat like the proverbial weasel —you will not catch him asleep, not if he knows it! Mr Hogg has been carried to victory pretty often on the back of the workmen's horse, and he now apparently thinks the horse belongs to himself, and that he can enter it for any race he chooses, to wit, the Squatters' Purse in preference to the Workers' Handicap. I am, etc., — [431, 924, 561, 1091]
dateline: LONDON, May 14. — [599, 301, 671, 311]
divider — [331, 665, 383, 666]
section-banner: CABLE NEWS. — [431, 48, 561, 95]
subheading: TEN YEARS' IMPRISONMENT. — [318, 361, 396, 381]
headline: RUDGE-WHITWORTH ROAD RACE. — [570, 1117, 700, 1147]
paragraph: Particulars of a small dairy farm for immediate sale are specially advertised in this issue by Messrs East and East, of Wellington and Christchurch. They announce it to be an exceptional opportunity, as the owner is unwilling owing to circumstances necessitating prompt disposal. Two good cheap Wairarapa farms are also advertised. — [14, 1253, 144, 1350]
paragraph: The British Government is willing to co-operate with the colonies in providing a subsidy. — [153, 246, 283, 273]
dateline: CALCUTTA, May 14. — [457, 470, 535, 480]
headline: RACING. — [893, 76, 934, 86]
dateline: NEW PLYMOUTH, May 15. — [722, 1178, 826, 1188]
section-banner: CABLE NEWS. — [153, 48, 283, 95]
paragraph: The Federal Government has served notice on the representative of the Mail Syndicate demanding an increase in the deposit for carrying out the contract from £25,000 to £50,000, on the ground of undue delay in proceeding with the contract. — [431, 718, 561, 789]
paragraph: An analysis of yesterday's poll figures shows that 4,628 votes were polled against 5,160 at the general election, when the four Liberal candidates polled 2,853 town and suburban votes to the Opposition's 818, and 860 in the country to the Opposition's 897. On this occasion the two Government candidates polled 2,124 town and 513 country votes to the Opposition's 1,015 town and 976 country votes. — [709, 1188, 839, 1302]
dateline: ST. PETERSBURG, May 14. — [583, 589, 687, 599]
paragraph: The annual Taranaki Provincial Conference of the Farmers' Union opened to-day. Sixteen branches were represented. A remit respecting the Government to remove the black-leg quarantine from Taranaki was rejected. Motions were carried opposing the Land Bill and opposing any methods of dealing with native lands which would create Maori landlordism. A motion was carried in favour of securing of the freehold at equitable terms to native leaseholders, under the West Coast Settlement Reserves. — [848, 1297, 979, 1437]
paragraph: The crew of 29 took to four boats, and sailed 400 miles, landing at Barbados (West Indies) on eighth day. — [292, 749, 422, 785]
divider — [331, 341, 383, 342]
byline: By Telegraph—Press Association. — [851, 114, 976, 123]
paragraph: Mr Hogg was appointed visiting member for the month. — [292, 1345, 422, 1364]
headline: AUSTRALIAN NEWS. — [310, 346, 404, 357]
received-line: Received May 15, 9.27 p.m. — [165, 276, 271, 286]
byline: By Telegraph—Press Association. — [572, 996, 698, 1006]
dateline: SYDNEY, May 15. — [323, 596, 391, 606]
dateline: ROME, May 14. — [466, 819, 526, 829]
headline: MASTERTON HATCHERY. — [848, 1010, 979, 1028]
divider — [887, 1442, 939, 1443]
section-banner: CABLE NEWS. — [570, 48, 700, 95]
paragraph: Account amounting to £70 11s 7d were passed for payment. — [292, 1325, 422, 1343]
subheading: FIRE AT SEA. — [326, 685, 388, 695]
paragraph: (It was cabled on Tuesday that eighty arrests had been made in connection with a conspiracy against the Czar.) — [570, 666, 700, 702]
paragraph: The Billiard Association is formulating a rule to abolish the anchor stroke. — [570, 765, 700, 793]
paragraph: He informed the police. — [578, 654, 665, 664]
paragraph: At 12.30 p.m. to-day, on the premises of Mr A. P. Daysh, East Taratahi, Messrs Dalgety and Co., Ltd., will sell the whole of the stock, implements, and furniture. A full list of the stock appears elsewhere. — [14, 898, 144, 961]
dateline: CHRISTCHURCH, May 15. — [723, 878, 825, 888]
received-line: Received May 15, 10.22 a.m. — [302, 468, 412, 478]
headline: TARANAKI BY-ELECTION. — [709, 1132, 839, 1150]
paragraph: Winchmore Welter Handicap.—Ruapeha 8.13, Grosvenor 8.11, Rosemarie and Mango 8.9, Jolly Roger 8.8, Thunderer 8.5, Don Orsino 8.4, Seychem 8.3, Pasakarikarik and Farley Grove 7.13, Wee Blanket and Fancy Work 7.12, Giovanni 7.10. — [848, 228, 979, 298]
wire-credit: United Press Association—By Electric Telegraph Copyright. — [303, 97, 411, 110]
dateline: LONDON, May 15. — [182, 287, 254, 297]
dateline: ASHBURTON, May 15. — [870, 125, 957, 134]
received-line: Received May 15, 10.22 a.m. — [302, 384, 412, 394]
paragraph: The New Zealand Loan and Mercantile Agency Company, Ltd., advertise additional entries for their next Masterton sale. — [431, 1132, 561, 1168]
subheading: MARYLEBONE CRICKET CLUB'S TOUR. — [858, 674, 969, 694]
paragraph: Michael Wall was found guilty at the Supreme Court, to-day, of assault at Halswell. He was sentenced to one month's imprisonment. Ernest Albert Stevens was found guilty of assault with intent to rob, sentence being deferred till to-morrow. Edith Madeleine Maizard was found guilty of wilfully neglecting her infant child in a manner likely to cause injury to its health. Accused, who is addicted to drink, left the infant for several days in the care of a girl of 14 years of age, while she was away from home, and was discovered finally suffering from helpless drunkenness. Sentence was deferred till to-day. — [709, 888, 839, 1055]
headline: A BOMB EXPLOSION. — [447, 794, 545, 805]
paragraph: Major Long is favourably impressed with the quality of New Zealand meat and the processes adopted, and also with the careful system of inspection enforced by the Government. — [292, 606, 422, 660]
headline: MASTERTON HOSPITAL TRUSTEES. — [292, 788, 422, 818]
